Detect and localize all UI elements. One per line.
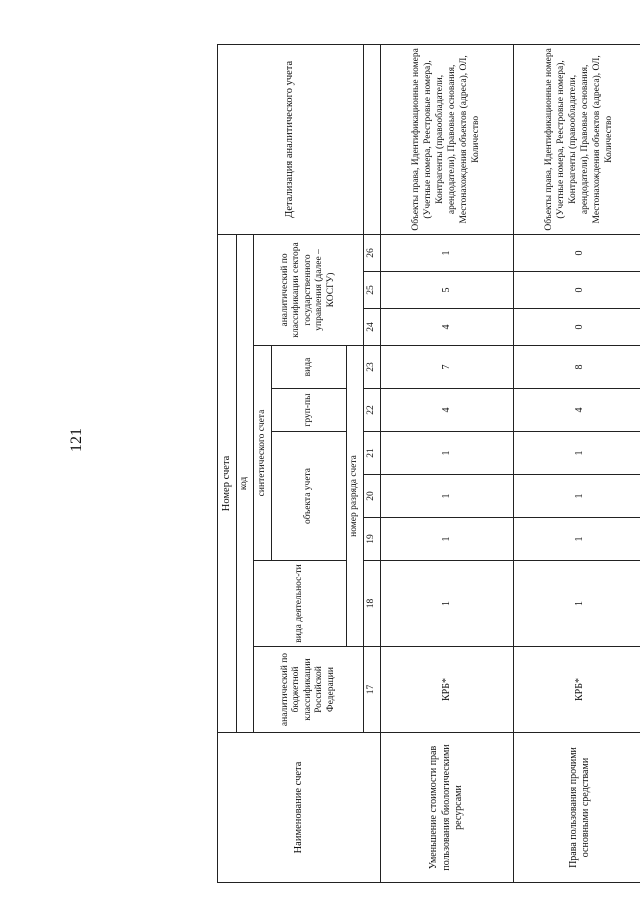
table-cell: КРБ* xyxy=(514,647,640,733)
table-cell: 7 xyxy=(381,346,514,389)
row-account-name: Уменьшение стоимости прав пользования биологическими ресурсами xyxy=(381,733,514,883)
table-cell: 1 xyxy=(514,561,640,647)
table-cell: 1 xyxy=(381,234,514,271)
table-cell: 1 xyxy=(514,432,640,475)
table-row xyxy=(514,44,640,882)
column-number: 21 xyxy=(364,432,381,475)
table-cell: 1 xyxy=(381,561,514,647)
header-synthetic-account: синтетического счета xyxy=(254,346,272,561)
header-kosgu: аналитический по классификации сектора государственного управления (далее – КОСГУ) xyxy=(254,234,364,345)
header-account-name: Наименование счета xyxy=(218,733,381,883)
column-number: 19 xyxy=(364,518,381,561)
row-account-name: Права пользования прочими основными средствами xyxy=(514,733,640,883)
column-number: 17 xyxy=(364,647,381,733)
table-cell: 0 xyxy=(514,309,640,346)
table-cell: 4 xyxy=(381,389,514,432)
table-cell: 1 xyxy=(514,475,640,518)
header-code: код xyxy=(237,234,254,732)
account-table xyxy=(217,44,640,883)
table-cell: 1 xyxy=(514,518,640,561)
table-cell: 8 xyxy=(514,346,640,389)
column-number: 22 xyxy=(364,389,381,432)
table-row xyxy=(381,44,514,882)
column-number: 25 xyxy=(364,272,381,309)
table-cell: 0 xyxy=(514,272,640,309)
table-cell: 1 xyxy=(381,518,514,561)
column-number: 20 xyxy=(364,475,381,518)
header-kind: вида xyxy=(272,346,347,389)
header-account-object: объекта учета xyxy=(272,432,347,561)
table-cell: КРБ* xyxy=(381,647,514,733)
header-detail: Детализация аналитического учета xyxy=(218,44,364,234)
table-cell: 5 xyxy=(381,272,514,309)
table-cell: 4 xyxy=(381,309,514,346)
row-detail: Объекты права, Идентификационные номера (Учетные номера, Реестровые номера), Контрагенты (правообладатели, арендодатели), Правовые основания, Местонахождения объектов (адреса), ОЛ, Количество xyxy=(514,44,640,234)
header-activity-type: вида деятельнос-ти xyxy=(254,561,347,647)
rotated-table-container xyxy=(217,45,614,883)
table-cell: 1 xyxy=(381,475,514,518)
row-detail: Объекты права, Идентификационные номера (Учетные номера, Реестровые номера), Контрагенты (правообладатели, арендодатели), Правовые основания, Местонахождения объектов (адреса), ОЛ, Количество xyxy=(381,44,514,234)
column-number: 26 xyxy=(364,234,381,271)
column-number: 23 xyxy=(364,346,381,389)
table-cell: 4 xyxy=(514,389,640,432)
header-budget-classification: аналитический по бюджетной классификации Российской Федерации xyxy=(254,647,364,733)
table-cell: 0 xyxy=(514,234,640,271)
detail-number-blank xyxy=(364,44,381,234)
header-digit-number: номер разряда счета xyxy=(347,346,364,647)
page-number: 121 xyxy=(68,428,85,452)
column-number: 24 xyxy=(364,309,381,346)
header-group: груп-пы xyxy=(272,389,347,432)
column-number: 18 xyxy=(364,561,381,647)
table-cell: 1 xyxy=(381,432,514,475)
header-account-number: Номер счета xyxy=(218,234,237,732)
